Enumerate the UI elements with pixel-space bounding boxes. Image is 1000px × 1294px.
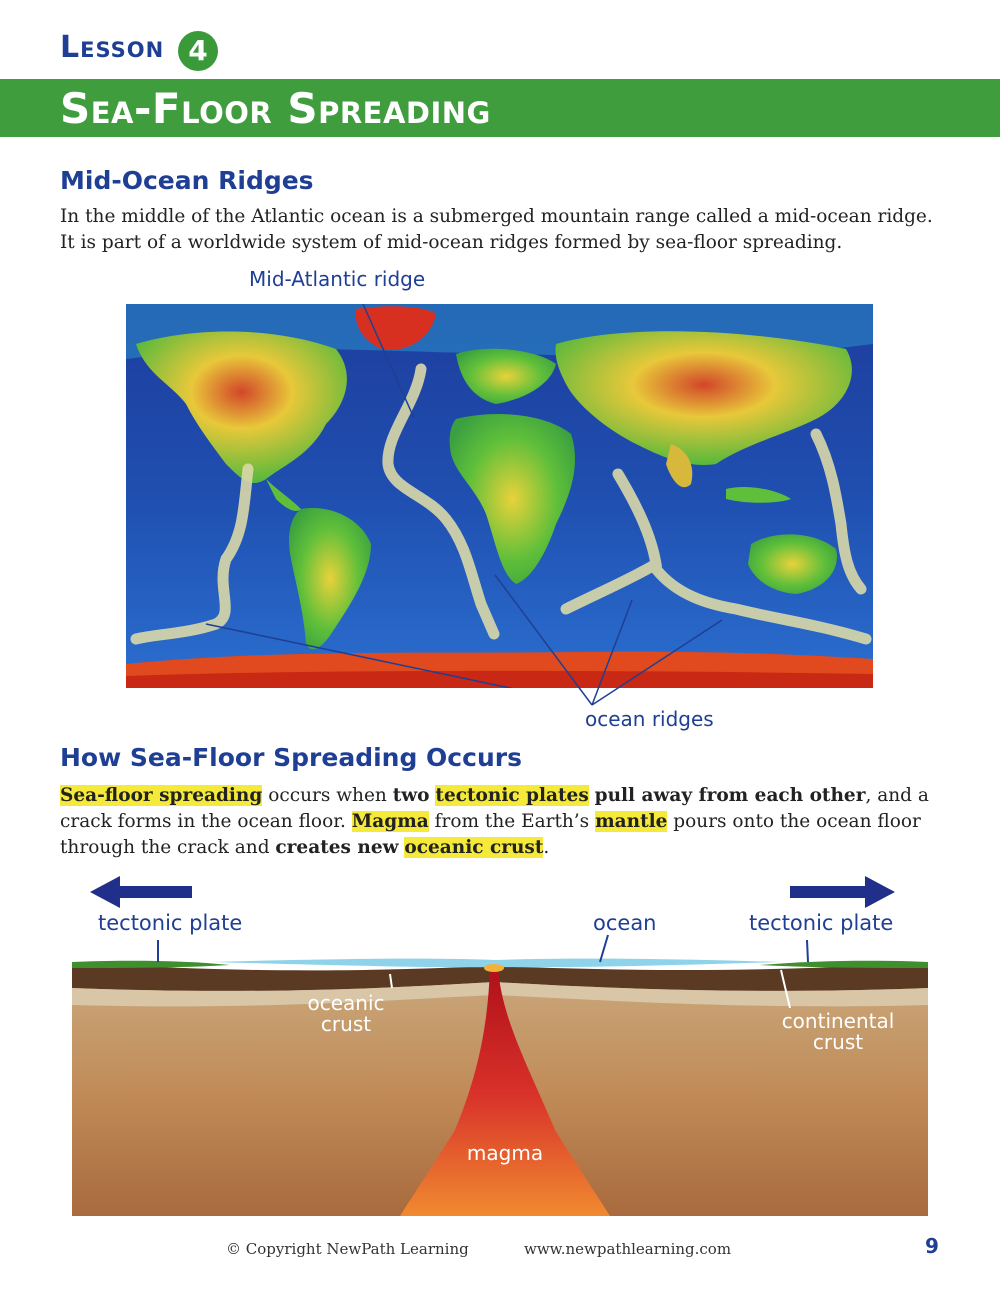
mid-atlantic-ridge-label: Mid-Atlantic ridge (249, 267, 426, 291)
ocean-ridges-label: ocean ridges (585, 707, 714, 731)
footer-website: www.newpathlearning.com (524, 1240, 732, 1258)
right-arrow (790, 876, 895, 908)
oceanic-crust-label: oceanic crust (307, 991, 385, 1036)
ocean-label: ocean (593, 911, 657, 935)
right-tectonic-plate-label: tectonic plate (749, 911, 894, 935)
term-tectonic-plates: tectonic plates (435, 785, 589, 806)
ocean-ridges-leaders (440, 560, 740, 710)
section2-paragraph: Sea-floor spreading occurs when two tectonic plates pull away from each other, and a crack forms in the ocean floor. Magma from the Earth’s mantle pours onto the ocean floor through the crack and creates new oceanic crust. (60, 785, 929, 858)
left-arrow (90, 876, 192, 908)
term-mantle: mantle (595, 811, 668, 832)
lesson-word: Lesson (60, 30, 165, 65)
page-number: 9 (925, 1234, 939, 1258)
magma-label: magma (466, 1141, 544, 1165)
left-tectonic-plate-label: tectonic plate (98, 911, 243, 935)
term-oceanic-crust: oceanic crust (404, 837, 544, 858)
section-heading-mid-ocean-ridges: Mid-Ocean Ridges (60, 166, 314, 195)
continental-crust-label: continental crust (781, 1009, 895, 1054)
term-magma: Magma (351, 811, 429, 832)
section1-paragraph: In the middle of the Atlantic ocean is a submerged mountain range called a mid-ocean ridge. It is part of a worldwide system of mid-ocean ridges formed by sea-floor spreading. (60, 206, 933, 253)
section-heading-how-spreading: How Sea-Floor Spreading Occurs (60, 743, 522, 772)
lesson-number-badge: 4 (178, 31, 218, 71)
page-title: Sea-Floor Spreading (60, 84, 491, 133)
footer-copyright: © Copyright NewPath Learning (226, 1240, 469, 1258)
term-sea-floor-spreading: Sea-floor spreading (60, 785, 263, 806)
